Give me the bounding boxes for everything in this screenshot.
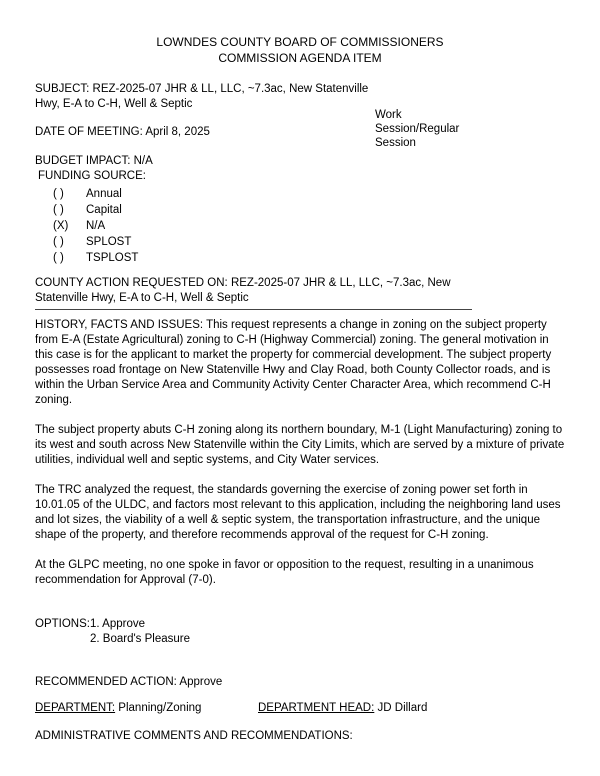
recommended-action: RECOMMENDED ACTION: Approve	[35, 676, 223, 688]
funding-option-tsplost	[53, 250, 565, 266]
paragraph-glpc-meeting: At the GLPC meeting, no one spoke in favor or opposition to the request, resulting in a unanimous recommendation for Approval (7-0).	[35, 559, 534, 586]
county-action-requested: COUNTY ACTION REQUESTED ON: REZ-2025-07 JHR & LL, LLC, ~7.3ac, New Statenville Hwy, E-A to C-H, Well & Septic	[35, 276, 472, 310]
paragraph-abutting-zoning: The subject property abuts C-H zoning along its northern boundary, M-1 (Light Manufacturing) zoning to its west and south across New Statenville within the City Limits, which are served by a mixture of private utilities, individual well and septic systems, and City Water services.	[35, 424, 565, 466]
department-label: DEPARTMENT:	[35, 702, 116, 714]
session-type: Work Session/Regular Session	[375, 109, 460, 149]
funding-option-na	[53, 218, 565, 234]
funding-option-label: N/A	[86, 220, 106, 232]
budget-impact: BUDGET IMPACT: N/A	[35, 155, 153, 167]
option-boards-pleasure: 2. Board's Pleasure	[90, 633, 191, 645]
funding-option-label: Capital	[86, 204, 122, 216]
date-of-meeting: DATE OF MEETING: April 8, 2025	[35, 126, 210, 138]
checkbox-mark: ( )	[53, 204, 64, 216]
funding-source-list	[35, 186, 565, 266]
checkbox-mark: ( )	[53, 188, 64, 200]
funding-option-label: Annual	[86, 188, 122, 200]
department-row	[35, 701, 565, 716]
funding-option-capital	[53, 202, 565, 218]
funding-option-label: SPLOST	[86, 236, 132, 248]
department-head-cell	[258, 701, 427, 716]
history-facts-issues-paragraph: HISTORY, FACTS AND ISSUES: This request represents a change in zoning on the subject property from E-A (Estate Agricultural) zoning to C-H (Highway Commercial) zoning. The general motivation in this case is for the applicant to market the property for commercial development. The subject property possesses road frontage on New Statenville Hwy and Clay Road, both County Collector roads, and is within the Urban Service Area and Community Activity Center Character Area, which recommend C-H zoning.	[35, 319, 552, 406]
funding-option-label: TSPLOST	[86, 252, 139, 264]
department-cell	[35, 701, 258, 716]
option-approve: 1. Approve	[90, 618, 145, 630]
title-line-1: LOWNDES COUNTY BOARD OF COMMISSIONERS	[156, 35, 444, 49]
department-head-label: DEPARTMENT HEAD:	[258, 702, 375, 714]
department-value: Planning/Zoning	[118, 702, 202, 714]
options-list	[90, 617, 190, 647]
title-line-2: COMMISSION AGENDA ITEM	[218, 51, 382, 65]
paragraph-trc-analysis: The TRC analyzed the request, the standards governing the exercise of zoning power set forth in 10.01.05 of the ULDC, and factors most relevant to this application, including the neighboring land uses and lot sizes, the viability of a well & septic system, the transportation infrastructure, and the unique shape of the property, and therefore recommends approval of the request for C-H zoning.	[35, 484, 561, 541]
department-head-value: JD Dillard	[377, 702, 428, 714]
checkbox-mark-checked: (X)	[53, 220, 69, 232]
checkbox-mark: ( )	[53, 236, 64, 248]
document-title	[35, 34, 565, 66]
checkbox-mark: ( )	[53, 252, 64, 264]
funding-option-splost	[53, 234, 565, 250]
subject-line: SUBJECT: REZ-2025-07 JHR & LL, LLC, ~7.3ac, New Statenville Hwy, E-A to C-H, Well & Septic	[35, 83, 369, 110]
options-label: OPTIONS:	[35, 618, 90, 630]
administrative-comments-label: ADMINISTRATIVE COMMENTS AND RECOMMENDATIONS:	[35, 730, 353, 742]
funding-source-label: FUNDING SOURCE:	[38, 170, 146, 182]
funding-option-annual	[53, 186, 565, 202]
options-section	[35, 617, 565, 647]
